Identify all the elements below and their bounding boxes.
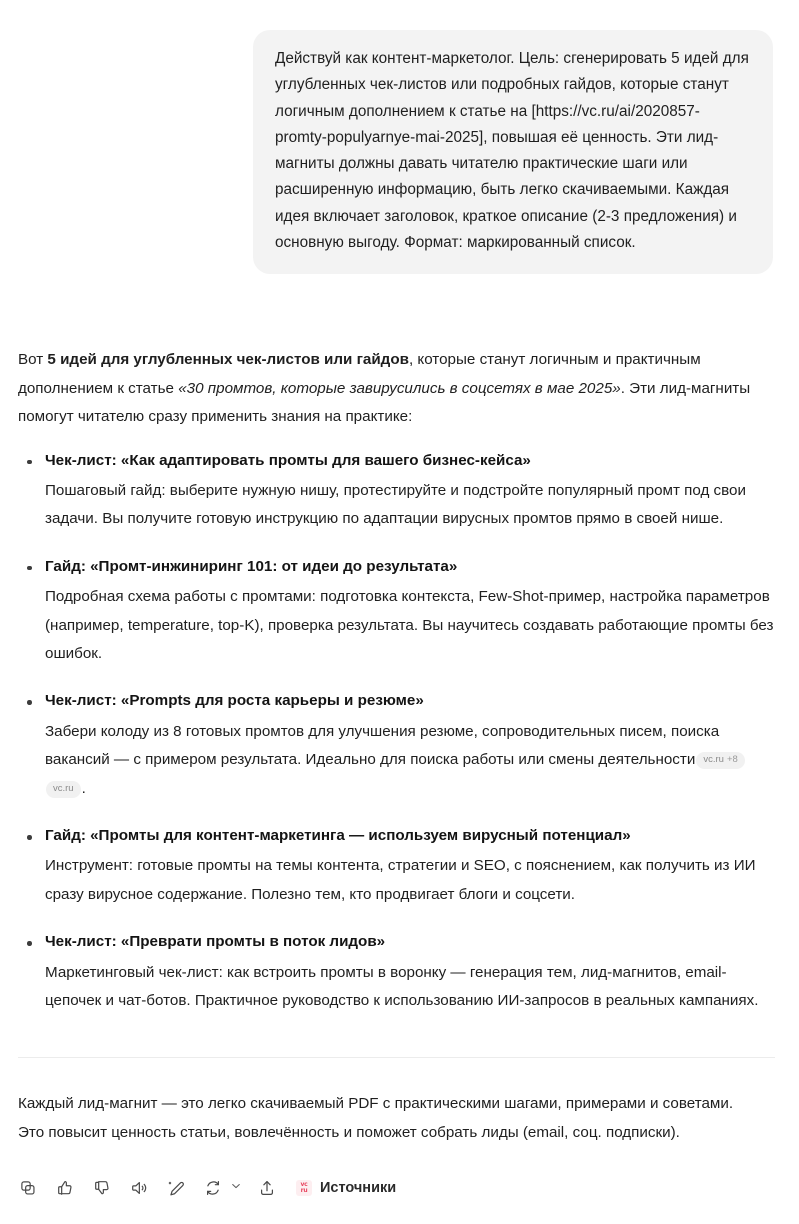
- idea-title: Чек-лист: «Как адаптировать промты для вашего бизнес-кейса»: [45, 451, 531, 469]
- intro-italic-1: «30 промтов, которые завирусились в соцсетях в мае 2025»: [178, 379, 621, 397]
- idea-list: [18, 449, 775, 1016]
- thumbs-down-button[interactable]: [88, 1174, 116, 1202]
- sources-button[interactable]: [296, 1180, 396, 1196]
- answer-outro: [0, 1090, 799, 1148]
- user-prompt-row: [0, 0, 799, 274]
- intro-part-2: , которые станут логичным и практичным дополнением к статье: [18, 351, 701, 397]
- intro-bold-1: 5 идей для углубленных чек-листов или гайдов: [47, 351, 409, 369]
- intro-part-1: Вот: [18, 351, 48, 369]
- copy-button[interactable]: [14, 1174, 42, 1202]
- list-item: [18, 824, 775, 909]
- list-item: [18, 555, 775, 669]
- user-prompt-bubble: Действуй как контент-маркетолог. Цель: сгенерировать 5 идей для углубленных чек-листов или подробных гайдов, которые станут логичным дополнением к статье на [https://vc.ru/ai/2020857-promty-populyarnye-mai-2025], повышая её ценность. Эти лид-магниты должны давать читателю практические шаги или расширенную информацию, быть легко скачиваемыми. Каждая идея включает заголовок, краткое описание (2-3 предложения) и основную выгоду. Формат: маркированный список.: [253, 30, 773, 274]
- message-action-toolbar: [0, 1148, 799, 1224]
- outro-line-2: Это повысит ценность статьи, вовлечённость и поможет собрать лиды (email, соц. подписки).: [18, 1124, 680, 1142]
- citation-chip[interactable]: [46, 781, 81, 798]
- edit-sparkle-icon: [167, 1179, 185, 1197]
- idea-description-tail: .: [81, 779, 86, 797]
- list-item: [18, 449, 775, 534]
- idea-description: Пошаговый гайд: выберите нужную нишу, протестируйте и подстройте популярный промт под свои задачи. Вы получите готовую инструкцию по адаптации вирусных промтов прямо в своей нише.: [45, 482, 746, 528]
- section-divider: [18, 1057, 775, 1058]
- regenerate-dropdown-button[interactable]: [228, 1174, 244, 1202]
- idea-description: Инструмент: готовые промты на темы контента, стратегии и SEO, с пояснением, как получить из ИИ сразу вирусное содержание. Полезно тем, кто продвигает блоги и соцсети.: [45, 857, 756, 903]
- idea-description: Маркетинговый чек-лист: как встроить промты в воронку — генерация тем, лид-магнитов, email-цепочек и чат-ботов. Практичное руководство к использованию ИИ-запросов в реальных кампаниях.: [45, 963, 759, 1009]
- regenerate-group: [199, 1174, 244, 1202]
- read-aloud-button[interactable]: [125, 1174, 153, 1202]
- idea-title: Гайд: «Промт-инжиниринг 101: от идеи до результата»: [45, 557, 458, 575]
- share-button[interactable]: [253, 1174, 281, 1202]
- thumbs-up-button[interactable]: [51, 1174, 79, 1202]
- idea-title: Чек-лист: «Преврати промты в поток лидов»: [45, 933, 386, 951]
- outro-line-1: Каждый лид-магнит — это легко скачиваемый PDF с практическими шагами, примерами и советами.: [18, 1095, 734, 1113]
- thumbs-down-icon: [93, 1179, 111, 1197]
- citation-source: vc.ru: [53, 782, 74, 794]
- answer-intro: [18, 346, 775, 430]
- sources-label: Источники: [320, 1180, 397, 1197]
- regenerate-button[interactable]: [199, 1174, 227, 1202]
- vc-ru-favicon-icon: [296, 1180, 312, 1196]
- list-item: [18, 930, 775, 1015]
- chevron-down-icon: [230, 1179, 242, 1197]
- speaker-icon: [130, 1179, 148, 1197]
- idea-description: [45, 718, 775, 803]
- idea-description-text: Забери колоду из 8 готовых промтов для улучшения резюме, сопроводительных писем, поиска вакансий — с примером результата. Идеально для поиска работы или смены деятельности: [45, 722, 720, 769]
- thumbs-up-icon: [56, 1179, 74, 1197]
- list-item: [18, 689, 775, 803]
- idea-title: Гайд: «Промты для контент-маркетинга — используем вирусный потенциал»: [45, 827, 631, 845]
- copy-icon: [19, 1179, 37, 1197]
- regenerate-icon: [204, 1179, 222, 1197]
- favicon-bottom-text: ru: [300, 1187, 308, 1195]
- assistant-answer: [0, 346, 799, 1058]
- share-icon: [258, 1179, 276, 1197]
- citation-extra-count: +8: [726, 754, 738, 766]
- citation-source: vc.ru: [703, 754, 724, 766]
- edit-button[interactable]: [162, 1174, 190, 1202]
- idea-description: Подробная схема работы с промтами: подготовка контекста, Few-Shot-пример, настройка параметров (например, temperature, top-K), проверка результата. Вы научитесь создавать работающие промты без ошибок.: [45, 588, 774, 663]
- intro-part-3: . Эти лид-магниты помогут читателю сразу применить знания на практике:: [18, 379, 751, 425]
- citation-chip[interactable]: [696, 752, 744, 769]
- idea-title: Чек-лист: «Prompts для роста карьеры и резюме»: [45, 692, 424, 710]
- favicon-top-text: vc: [300, 1181, 308, 1189]
